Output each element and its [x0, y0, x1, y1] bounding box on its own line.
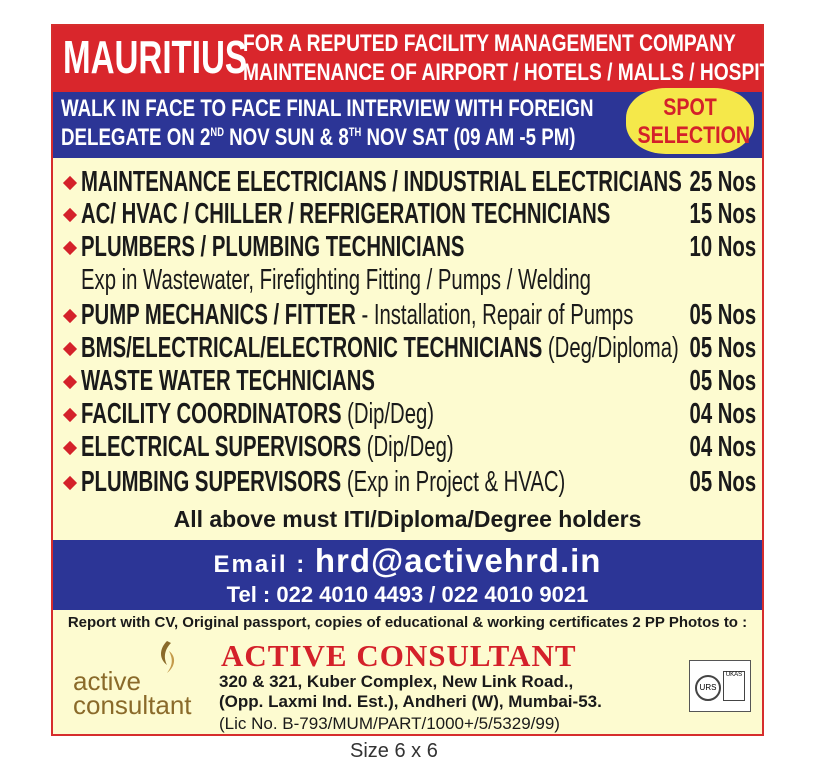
- job-item: [53, 231, 762, 265]
- bullet-diamond-icon: [63, 176, 77, 190]
- job-note: (Exp in Project & HVAC): [341, 466, 566, 498]
- job-count: 15 Nos: [689, 198, 756, 230]
- job-count: 05 Nos: [689, 299, 756, 331]
- job-note: - Installation, Repair of Pumps: [355, 299, 634, 331]
- email-line: [53, 542, 762, 580]
- job-item: [53, 431, 762, 465]
- address-line-1: 320 & 321, Kuber Complex, New Link Road.,: [219, 672, 574, 691]
- size-note: Size 6 x 6: [350, 740, 438, 762]
- spot-label: SPOT: [663, 94, 717, 121]
- bullet-diamond-icon: [63, 375, 77, 389]
- plumber-experience-note: Exp in Wastewater, Firefighting Fitting / Pumps / Welding: [81, 264, 591, 296]
- job-count: 25 Nos: [689, 166, 756, 198]
- job-title: [81, 198, 610, 231]
- bullet-diamond-icon: [63, 441, 77, 455]
- job-note: (Dip/Deg): [361, 431, 454, 463]
- job-count: 05 Nos: [689, 466, 756, 498]
- selection-label: SELECTION: [637, 122, 751, 149]
- license-number: (Lic No. B-793/MUM/PART/1000+/5/5329/99): [219, 714, 560, 733]
- company-name: ACTIVE CONSULTANT: [221, 638, 577, 673]
- country-title: MAURITIUS: [63, 31, 247, 83]
- job-item: [53, 166, 762, 200]
- walkin-date-1: DELEGATE ON 2: [61, 124, 211, 151]
- job-title-text: BMS/ELECTRICAL/ELECTRONIC TECHNICIANS: [81, 332, 543, 364]
- urs-cert-icon: URS: [695, 675, 721, 701]
- report-instructions: Report with CV, Original passport, copies of educational & working certificates 2 PP Photos to :: [67, 614, 748, 631]
- job-title: [81, 365, 375, 398]
- header-banner: [53, 26, 809, 92]
- job-title: [81, 398, 434, 431]
- walkin-sup-1: ND: [210, 125, 224, 139]
- job-advertisement: [51, 24, 809, 736]
- job-item: [53, 466, 762, 500]
- consultant-logo-icon: [153, 639, 183, 679]
- bullet-diamond-icon: [63, 208, 77, 222]
- job-item: [53, 398, 762, 432]
- telephone-line: Tel : 022 4010 4493 / 022 4010 9021: [226, 582, 589, 607]
- job-item: [53, 198, 762, 232]
- job-title-text: PLUMBING SUPERVISORS: [81, 466, 342, 498]
- spot-selection-badge: [626, 88, 754, 154]
- job-note: (Dip/Deg): [341, 398, 435, 430]
- walkin-time: NOV SAT (09 AM -5 PM): [361, 124, 576, 151]
- bullet-diamond-icon: [63, 476, 77, 490]
- job-note: (Deg/Diploma): [542, 332, 679, 364]
- walkin-sup-2: TH: [348, 125, 362, 139]
- logo-text-active: active: [73, 666, 141, 696]
- job-item: [53, 332, 762, 366]
- job-count: 05 Nos: [689, 332, 756, 364]
- job-title-text: AC/ HVAC / CHILLER / REFRIGERATION TECHNICIANS: [81, 198, 611, 230]
- address-line-2: (Opp. Laxmi Ind. Est.), Andheri (W), Mumbai-53.: [219, 692, 602, 711]
- bullet-diamond-icon: [63, 309, 77, 323]
- job-item: [53, 365, 762, 399]
- job-title-text: FACILITY COORDINATORS: [81, 398, 342, 430]
- ukas-cert-icon: UKAS: [723, 671, 745, 701]
- job-title-text: ELECTRICAL SUPERVISORS: [81, 431, 362, 463]
- job-title: [81, 231, 464, 264]
- contact-banner: [53, 540, 762, 610]
- walkin-line-1: WALK IN FACE TO FACE FINAL INTERVIEW WITH FOREIGN: [61, 95, 594, 122]
- job-title: [81, 431, 454, 464]
- job-title-text: PUMP MECHANICS / FITTER: [81, 299, 356, 331]
- email-address: hrd@activehrd.in: [314, 542, 602, 579]
- bullet-diamond-icon: [63, 241, 77, 255]
- job-title: [81, 332, 679, 365]
- walkin-line-2: [61, 124, 576, 152]
- bullet-diamond-icon: [63, 342, 77, 356]
- job-title: [81, 466, 565, 499]
- job-title: [81, 299, 633, 332]
- job-title-text: WASTE WATER TECHNICIANS: [81, 365, 375, 397]
- job-item: [53, 299, 762, 333]
- header-line-2: MAINTENANCE OF AIRPORT / HOTELS / MALLS / HOSPITALS: [243, 59, 809, 86]
- header-line-1: FOR A REPUTED FACILITY MANAGEMENT COMPANY: [243, 30, 736, 57]
- logo-text-consultant: consultant: [73, 690, 192, 720]
- job-count: 10 Nos: [689, 231, 756, 263]
- bullet-diamond-icon: [63, 408, 77, 422]
- job-count: 04 Nos: [689, 431, 756, 463]
- job-title-text: PLUMBERS / PLUMBING TECHNICIANS: [81, 231, 465, 263]
- walkin-date-2: NOV SUN & 8: [223, 124, 349, 151]
- job-title: [81, 166, 682, 199]
- job-count: 05 Nos: [689, 365, 756, 397]
- walkin-banner: [53, 92, 762, 158]
- certification-badge: [689, 660, 751, 712]
- email-label: Email :: [213, 551, 315, 578]
- requirement-text: All above must ITI/Diploma/Degree holders: [173, 506, 642, 532]
- job-title-text: MAINTENANCE ELECTRICIANS / INDUSTRIAL ELECTRICIANS: [81, 166, 682, 198]
- job-count: 04 Nos: [689, 398, 756, 430]
